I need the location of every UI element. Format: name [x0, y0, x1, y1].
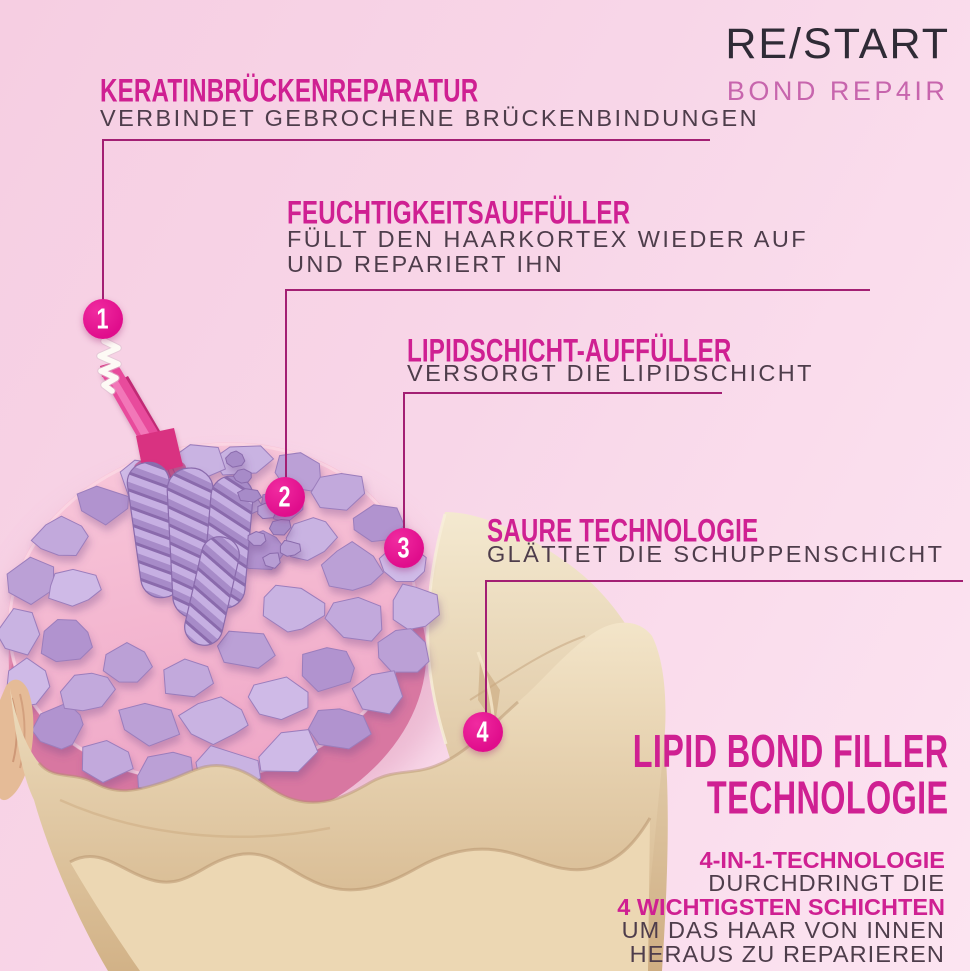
callout-4-title: SAURE TECHNOLOGIE	[487, 512, 759, 550]
brand-logo	[725, 20, 950, 107]
technology-detail-5: HERAUS ZU REPARIEREN	[629, 940, 945, 967]
callout-1-underline	[102, 139, 710, 141]
callout-4-desc	[487, 542, 944, 567]
callout-2-connector	[285, 289, 287, 479]
brand-product-line: BOND REP4IR	[726, 76, 949, 106]
callout-3-badge: 3	[384, 528, 424, 568]
technology-headline	[632, 724, 948, 824]
callout-3-desc-line1: VERSORGT DIE LIPIDSCHICHT	[407, 360, 814, 386]
callout-3-underline	[403, 392, 722, 394]
brand-name: RE/START	[725, 20, 950, 68]
callout-2-desc-line2: UND REPARIERT IHN	[287, 251, 565, 277]
callout-1-desc	[100, 106, 759, 131]
callout-3-title: LIPIDSCHICHT-AUFFÜLLER	[407, 332, 732, 370]
callout-4-desc-line1: GLÄTTET DIE SCHUPPENSCHICHT	[487, 541, 945, 567]
callout-2-desc-line1: FÜLLT DEN HAARKORTEX WIEDER AUF	[287, 226, 808, 252]
callout-3-connector	[403, 392, 405, 530]
callout-4-connector	[485, 580, 487, 714]
callout-3-desc	[407, 361, 814, 386]
technology-headline-line2: TECHNOLOGIE	[706, 771, 948, 824]
callout-1-connector	[102, 139, 104, 301]
technology-details	[617, 849, 945, 966]
technology-detail-1: 4-IN-1-TECHNOLOGIE	[699, 847, 945, 873]
callout-2-title: FEUCHTIGKEITSAUFFÜLLER	[287, 194, 631, 232]
technology-headline-line1: LIPID BOND FILLER	[632, 724, 948, 778]
technology-detail-2: DURCHDRINGT DIE	[708, 870, 945, 897]
callout-4-badge: 4	[463, 712, 503, 752]
callout-2-underline	[285, 289, 870, 291]
technology-detail-4: UM DAS HAAR VON INNEN	[621, 917, 945, 944]
callout-1-desc-line1: VERBINDET GEBROCHENE BRÜCKENBINDUNGEN	[100, 105, 759, 131]
callout-2-desc	[287, 227, 808, 277]
callout-1-title: KERATINBRÜCKENREPARATUR	[100, 72, 479, 110]
callout-2-badge: 2	[265, 477, 305, 517]
technology-detail-3: 4 WICHTIGSTEN SCHICHTEN	[617, 893, 945, 920]
callout-4-underline	[485, 580, 963, 582]
callout-1-badge: 1	[83, 299, 123, 339]
